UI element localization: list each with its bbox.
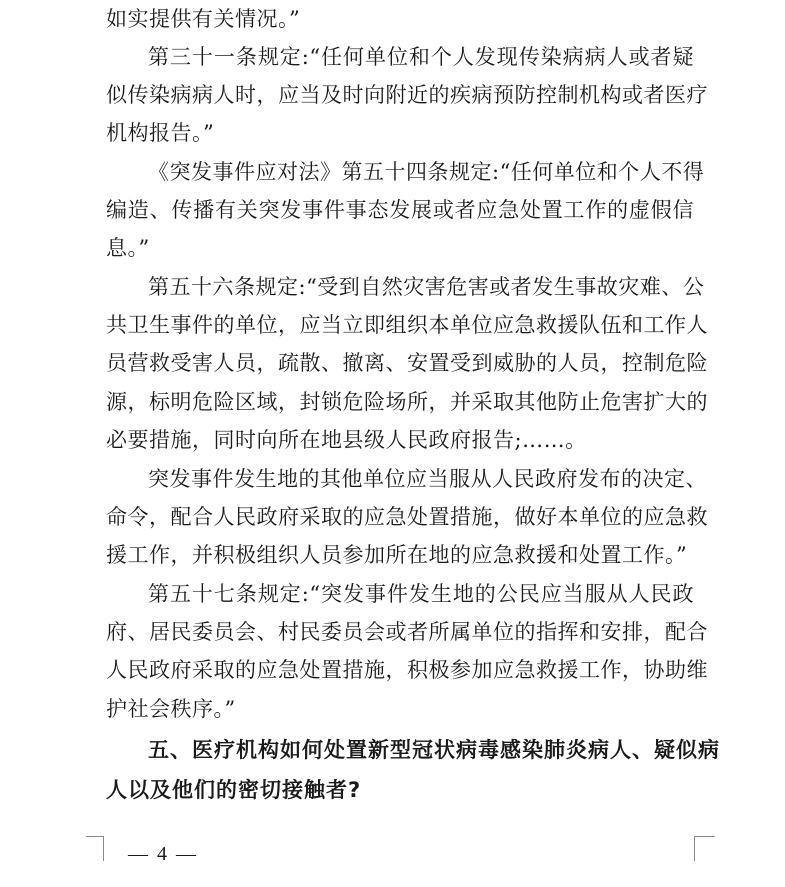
page-corner-mark-left	[86, 836, 104, 861]
text-line: 护社会秩序。”	[106, 697, 236, 721]
text-line: 必要措施，同时向所在地县级人民政府报告;……。	[106, 428, 587, 452]
text-line: 突发事件发生地的其他单位应当服从人民政府发布的决定、	[148, 467, 707, 491]
page-corner-mark-right	[694, 836, 715, 861]
text-line: 人民政府采取的应急处置措施，积极参加应急救援工作，协助维	[106, 658, 708, 682]
text-line: 第五十六条规定:“受到自然灾害危害或者发生事故灾难、公	[148, 275, 705, 299]
text-line: 府、居民委员会、村民委员会或者所属单位的指挥和安排，配合	[106, 620, 708, 644]
text-line: 似传染病病人时，应当及时向附近的疾病预防控制机构或者医疗	[106, 83, 708, 107]
text-line: 援工作，并积极组织人员参加所在地的应急救援和处置工作。”	[106, 543, 688, 567]
text-line: 机构报告。”	[106, 121, 215, 145]
text-line: 源，标明危险区域，封锁危险场所，并采取其他防止危害扩大的	[106, 390, 708, 414]
text-line: 如实提供有关情况。”	[106, 7, 301, 31]
text-line: 编造、传播有关突发事件事态发展或者应急处置工作的虚假信	[106, 198, 694, 222]
text-line: 员营救受害人员，疏散、撤离、安置受到威胁的人员，控制危险	[106, 351, 708, 375]
section-heading: 五、医疗机构如何处置新型冠状病毒感染肺炎病人、疑似病	[148, 738, 720, 762]
text-line: 命令，配合人民政府采取的应急处置措施，做好本单位的应急救	[106, 505, 708, 529]
section-heading: 人以及他们的密切接触者?	[106, 778, 362, 802]
text-line: 息。”	[106, 236, 150, 260]
text-line: 第三十一条规定:“任何单位和个人发现传染病病人或者疑	[148, 45, 694, 69]
text-line: 共卫生事件的单位，应当立即组织本单位应急救援队伍和工作人	[106, 313, 708, 337]
text-line: 第五十七条规定:“突发事件发生地的公民应当服从人民政	[148, 582, 694, 606]
page-number: — 4 —	[128, 843, 198, 865]
text-line: 《突发事件应对法》第五十四条规定:“任何单位和个人不得	[148, 160, 705, 184]
